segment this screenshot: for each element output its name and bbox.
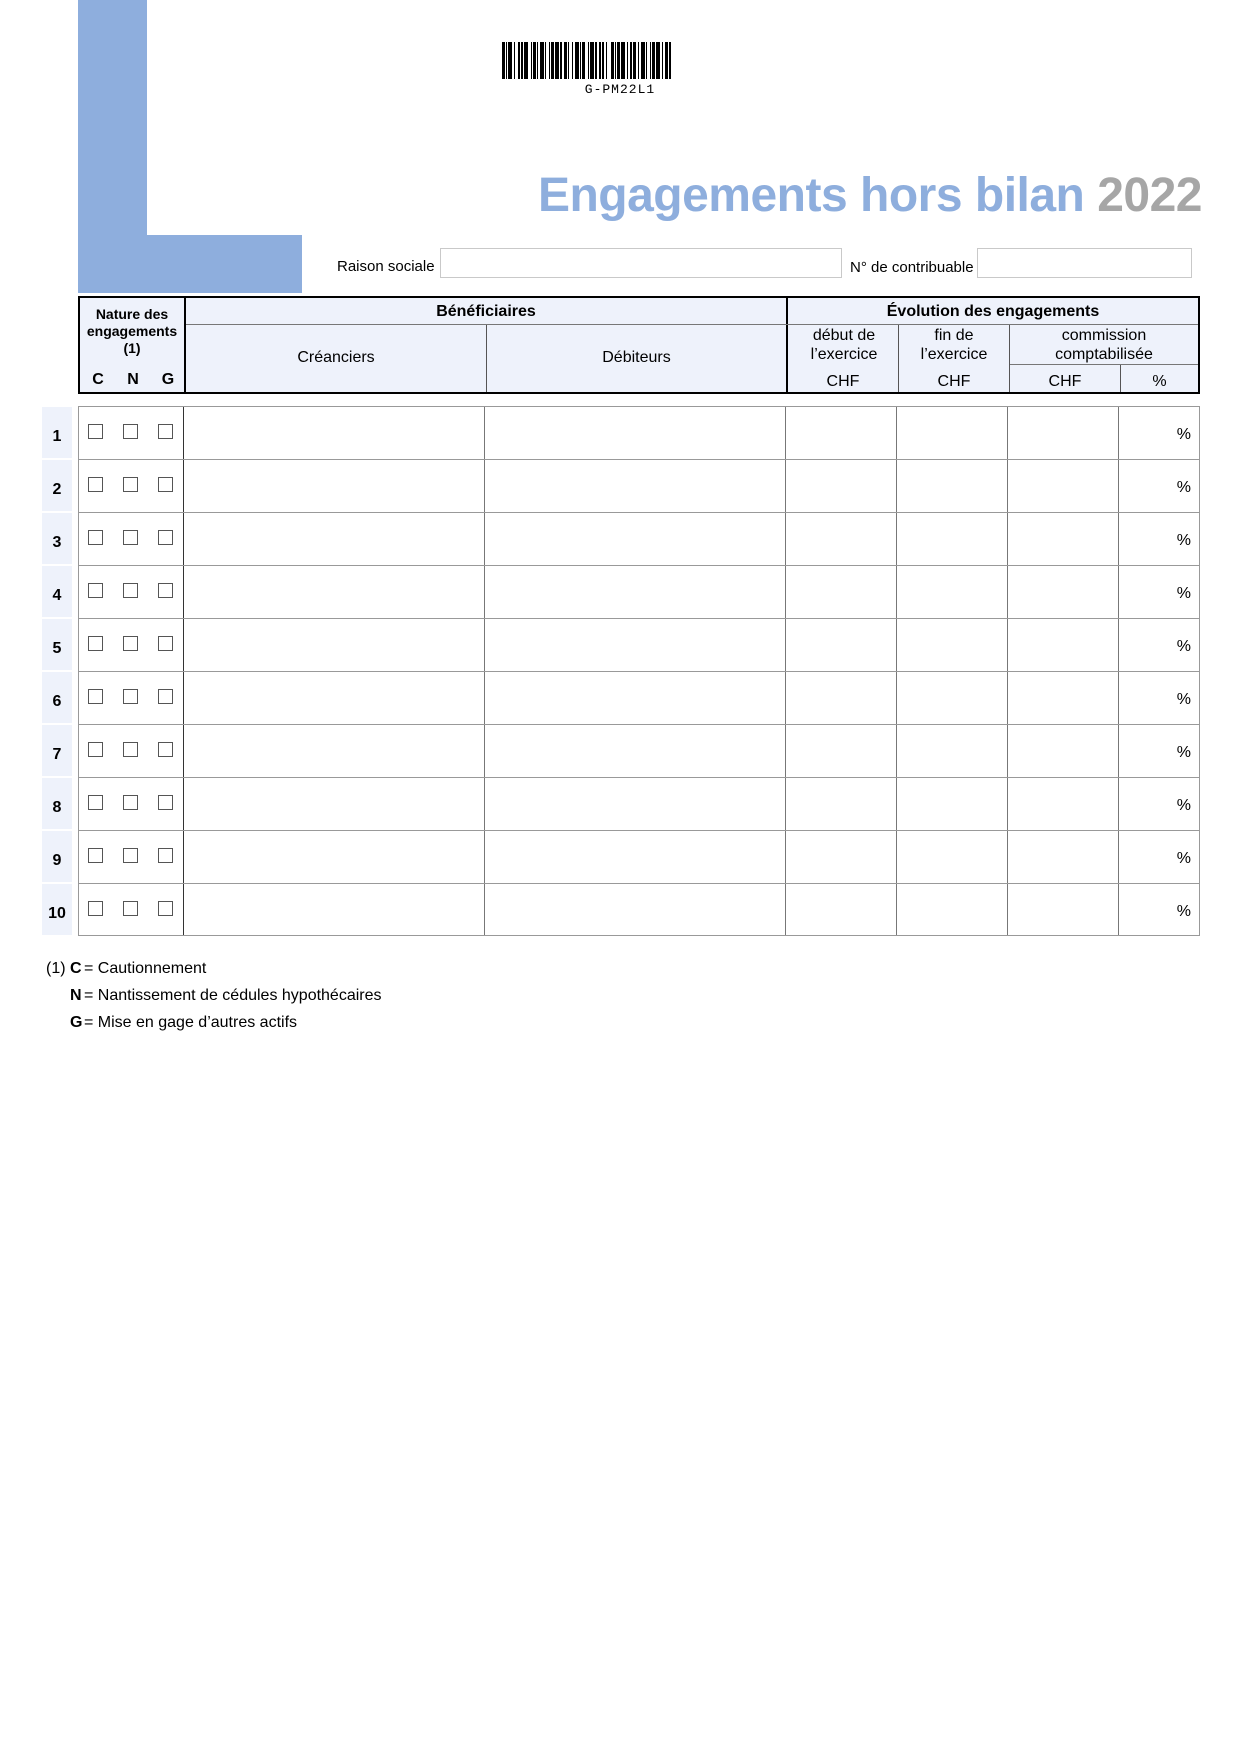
nature-col-c: C — [92, 371, 104, 388]
checkbox-g[interactable] — [158, 636, 173, 651]
fin-field[interactable] — [897, 778, 1007, 830]
page-title — [538, 168, 1202, 223]
row-number: 4 — [42, 566, 72, 617]
fin-field[interactable] — [897, 407, 1007, 459]
table-row — [78, 671, 1200, 724]
header-rule — [1010, 364, 1198, 365]
evolution-header: Évolution des engagements — [886, 303, 1100, 320]
checkbox-g[interactable] — [158, 477, 173, 492]
fin-field[interactable] — [897, 831, 1007, 883]
checkbox-c[interactable] — [88, 848, 103, 863]
commission-chf-field[interactable] — [1008, 566, 1118, 618]
table-row — [78, 830, 1200, 883]
debut-field[interactable] — [786, 884, 896, 935]
percent-sign: % — [1176, 532, 1191, 549]
beneficiaires-header: Bénéficiaires — [436, 303, 536, 320]
checkbox-g[interactable] — [158, 689, 173, 704]
fin-field[interactable] — [897, 513, 1007, 565]
checkbox-n[interactable] — [123, 477, 138, 492]
checkbox-g[interactable] — [158, 530, 173, 545]
table-row — [78, 565, 1200, 618]
checkbox-c[interactable] — [88, 477, 103, 492]
checkbox-n[interactable] — [123, 583, 138, 598]
footnote-ref: (1) — [46, 960, 66, 977]
checkbox-n[interactable] — [123, 424, 138, 439]
percent-sign: % — [1176, 850, 1191, 867]
row-number: 6 — [42, 672, 72, 723]
commission-chf-field[interactable] — [1008, 884, 1118, 935]
commission-chf-field[interactable] — [1008, 672, 1118, 724]
creancier-field[interactable] — [184, 778, 484, 830]
row-number: 10 — [42, 884, 72, 935]
row-number: 7 — [42, 725, 72, 776]
commission-chf-field[interactable] — [1008, 619, 1118, 671]
percent-sign: % — [1176, 585, 1191, 602]
percent-sign: % — [1176, 426, 1191, 443]
creancier-field[interactable] — [184, 513, 484, 565]
table-row — [78, 406, 1200, 459]
creancier-field[interactable] — [184, 831, 484, 883]
table-row — [78, 883, 1200, 936]
row-number: 2 — [42, 460, 72, 511]
percent-sign: % — [1176, 479, 1191, 496]
fin-chf: CHF — [937, 373, 971, 390]
percent-sign: % — [1176, 797, 1191, 814]
checkbox-g[interactable] — [158, 424, 173, 439]
table-row — [78, 618, 1200, 671]
fin-field[interactable] — [897, 672, 1007, 724]
creancier-field[interactable] — [184, 407, 484, 459]
corner-mark-horizontal — [78, 235, 302, 293]
debut-chf: CHF — [826, 373, 860, 390]
checkbox-c[interactable] — [88, 530, 103, 545]
commission-chf-field[interactable] — [1008, 725, 1118, 777]
debiteur-field[interactable] — [485, 619, 785, 671]
table-row — [78, 512, 1200, 565]
barcode — [502, 42, 738, 79]
commission-chf-field[interactable] — [1008, 831, 1118, 883]
debut-field[interactable] — [786, 566, 896, 618]
barcode-bar — [669, 42, 670, 79]
checkbox-g[interactable] — [158, 742, 173, 757]
checkbox-n[interactable] — [123, 742, 138, 757]
creancier-field[interactable] — [184, 460, 484, 512]
commission-chf-field[interactable] — [1008, 460, 1118, 512]
checkbox-n[interactable] — [123, 636, 138, 651]
percent-sign: % — [1176, 691, 1191, 708]
debut-field[interactable] — [786, 407, 896, 459]
debiteur-field[interactable] — [485, 513, 785, 565]
raison-sociale-field[interactable] — [440, 248, 842, 278]
commission-chf-field[interactable] — [1008, 778, 1118, 830]
creancier-field[interactable] — [184, 884, 484, 935]
table-header — [78, 296, 1200, 394]
debiteur-field[interactable] — [485, 725, 785, 777]
debiteurs-header: Débiteurs — [602, 349, 671, 366]
fin-field[interactable] — [897, 884, 1007, 935]
title-main: Engagements hors bilan — [537, 169, 1085, 222]
checkbox-g[interactable] — [158, 848, 173, 863]
footnote-g-text: = Mise en gage d’autres actifs — [84, 1014, 298, 1031]
debut-field[interactable] — [786, 831, 896, 883]
nature-col-n: N — [127, 371, 139, 388]
row-number: 1 — [42, 407, 72, 458]
checkbox-c[interactable] — [88, 689, 103, 704]
creancier-field[interactable] — [184, 566, 484, 618]
checkbox-n[interactable] — [123, 901, 138, 916]
debiteur-field[interactable] — [485, 672, 785, 724]
debut-field[interactable] — [786, 619, 896, 671]
creanciers-header: Créanciers — [297, 349, 375, 366]
nature-title: Nature des engagements (1) — [86, 306, 178, 356]
contribuable-field[interactable] — [977, 248, 1192, 278]
checkbox-g[interactable] — [158, 901, 173, 916]
nature-col-g: G — [161, 371, 175, 388]
commission-pct: % — [1152, 373, 1167, 390]
debut-field[interactable] — [786, 725, 896, 777]
fin-field[interactable] — [897, 725, 1007, 777]
title-year: 2022 — [1097, 169, 1202, 222]
header-rule — [186, 324, 1198, 325]
checkbox-g[interactable] — [158, 795, 173, 810]
percent-sign: % — [1176, 903, 1191, 920]
commission-chf-field[interactable] — [1008, 513, 1118, 565]
footnote-n-key: N — [70, 987, 82, 1004]
debut-field[interactable] — [786, 460, 896, 512]
table-row — [78, 459, 1200, 512]
checkbox-c[interactable] — [88, 742, 103, 757]
contribuable-label: N° de contribuable — [850, 259, 974, 276]
barcode-text: G-PM22L1 — [584, 82, 656, 97]
table-row — [78, 777, 1200, 830]
checkbox-c[interactable] — [88, 901, 103, 916]
row-number: 8 — [42, 778, 72, 829]
fin-field[interactable] — [897, 460, 1007, 512]
commission-header: commission comptabilisée — [1055, 327, 1153, 363]
debut-field[interactable] — [786, 778, 896, 830]
checkbox-g[interactable] — [158, 583, 173, 598]
row-number: 5 — [42, 619, 72, 670]
checkbox-c[interactable] — [88, 795, 103, 810]
checkbox-n[interactable] — [123, 848, 138, 863]
row-number: 3 — [42, 513, 72, 564]
commission-chf-field[interactable] — [1008, 407, 1118, 459]
creancier-field[interactable] — [184, 725, 484, 777]
creancier-field[interactable] — [184, 619, 484, 671]
debiteur-field[interactable] — [485, 460, 785, 512]
footnote-c-text: = Cautionnement — [84, 960, 207, 977]
debiteur-field[interactable] — [485, 884, 785, 935]
debiteur-field[interactable] — [485, 407, 785, 459]
checkbox-n[interactable] — [123, 689, 138, 704]
table-row — [78, 724, 1200, 777]
row-number: 9 — [42, 831, 72, 882]
checkbox-c[interactable] — [88, 636, 103, 651]
debut-header: début de l’exercice — [810, 327, 878, 363]
percent-sign: % — [1176, 744, 1191, 761]
fin-field[interactable] — [897, 566, 1007, 618]
fin-header: fin de l’exercice — [920, 327, 988, 363]
creancier-field[interactable] — [184, 672, 484, 724]
fin-field[interactable] — [897, 619, 1007, 671]
debut-field[interactable] — [786, 672, 896, 724]
raison-sociale-label: Raison sociale — [337, 258, 435, 275]
debiteur-field[interactable] — [485, 778, 785, 830]
percent-sign: % — [1176, 638, 1191, 655]
checkbox-n[interactable] — [123, 530, 138, 545]
commission-chf: CHF — [1048, 373, 1082, 390]
checkbox-n[interactable] — [123, 795, 138, 810]
checkbox-c[interactable] — [88, 424, 103, 439]
debut-field[interactable] — [786, 513, 896, 565]
checkbox-c[interactable] — [88, 583, 103, 598]
footnote-n-text: = Nantissement de cédules hypothécaires — [84, 987, 382, 1004]
footnote-c-key: C — [70, 960, 82, 977]
debiteur-field[interactable] — [485, 566, 785, 618]
debiteur-field[interactable] — [485, 831, 785, 883]
footnote-g-key: G — [70, 1014, 83, 1031]
